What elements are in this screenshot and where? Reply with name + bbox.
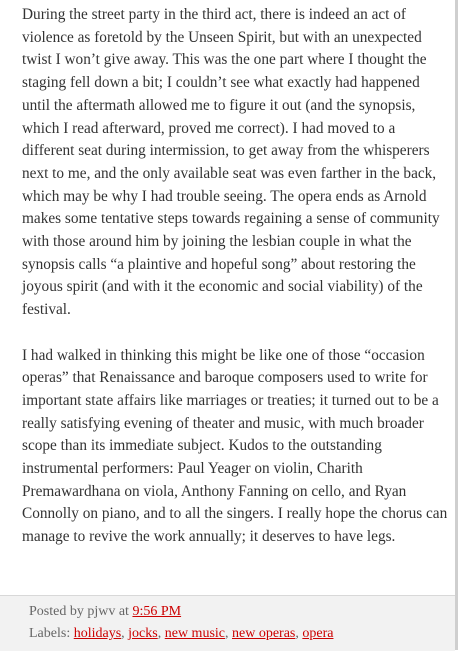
post-paragraph: During the street party in the third act, there is indeed an act of violence as foretold by the Unseen Spirit, but with an unexpected twist I won’t give away. This was the one part where I thought the staging fell down a bit; I couldn’t see what exactly had happened until the aftermath allowed me to figure it out (and the synopsis, which I read afterward, proved me correct). I had moved to a different seat during intermission, to get away from the whisperers next to me, and the only available seat was even farther in the back, which may be why I had trouble seeing. The opera ends as Arnold makes some tentative steps towards regaining a sense of community with those around him by joining the lesbian couple in what the synopsis calls “a plaintive and hopeful song” about restoring the joyous spirit (and with it the economic and social viability) of the festival. (22, 6, 440, 319)
label-link-jocks[interactable]: jocks (128, 626, 158, 641)
label-link-new-operas[interactable]: new operas (232, 626, 296, 641)
label-link-holidays[interactable]: holidays (73, 626, 122, 641)
label-link-opera[interactable]: opera (302, 626, 334, 641)
label-separator: , (295, 626, 299, 641)
posted-by-label: Posted by pjwv at (29, 604, 129, 619)
label-separator: , (157, 626, 162, 641)
post-labels (29, 623, 333, 644)
post-paragraph: I had walked in thinking this might be like one of those “occasion operas” that Renaissance and baroque composers used to write for important state affairs like marriages or treaties; it turned out to be a really satisfying evening of theater and music, with much broader scope than its immediate subject. Kudos to the outstanding instrumental performers: Paul Yeager on violin, Charith Premawardhana on viola, Anthony Fanning on cello, and Ryan Connolly on piano, and to all the singers. I really hope the chorus can manage to revive the work annually; it deserves to have legs. (22, 346, 448, 546)
post-footer (0, 595, 455, 651)
labels-heading: Labels: (29, 626, 71, 641)
post-byline (29, 601, 181, 622)
label-separator: , (121, 626, 125, 641)
post-body (22, 4, 450, 549)
label-link-new-music[interactable]: new music (164, 626, 225, 641)
label-separator: , (225, 626, 229, 641)
post-timestamp-link[interactable]: 9:56 PM (132, 604, 182, 619)
